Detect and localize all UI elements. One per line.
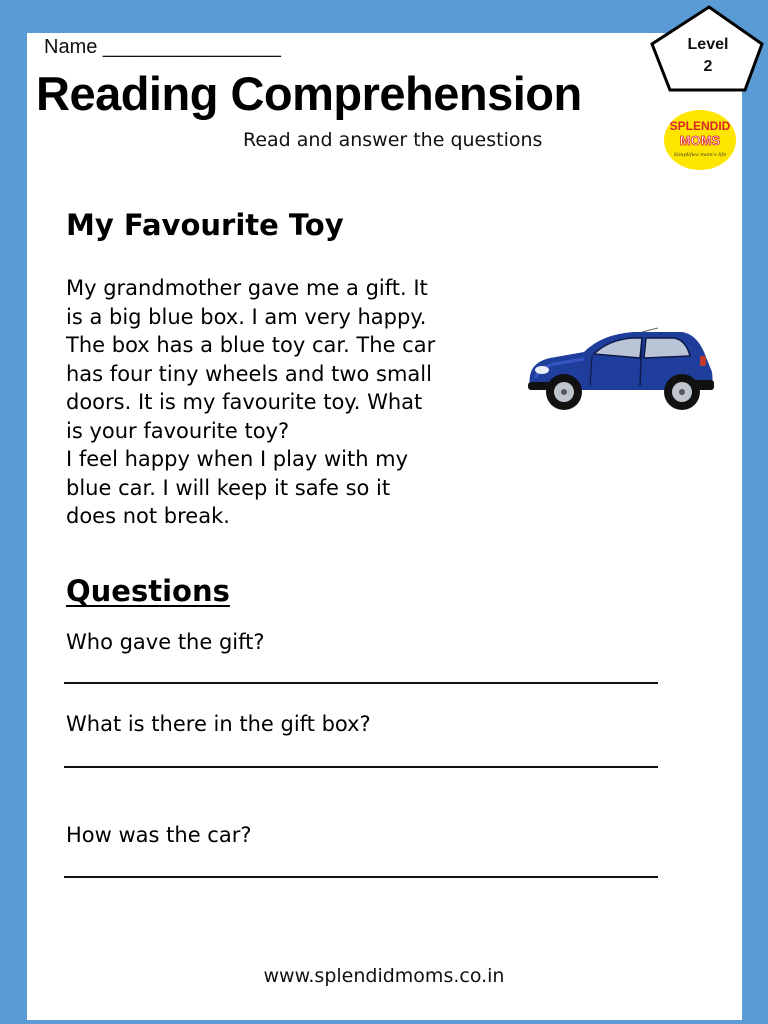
story-line: doors. It is my favourite toy. What — [66, 390, 423, 414]
answer-line-3[interactable] — [64, 876, 658, 878]
story-line: My grandmother gave me a gift. It — [66, 276, 428, 300]
logo-text-moms: MOMS — [679, 133, 721, 148]
story-title: My Favourite Toy — [66, 208, 344, 242]
splendid-moms-logo — [661, 108, 739, 172]
logo-tagline: Simplifies mom's life — [673, 152, 727, 158]
page-title: Reading Comprehension — [36, 67, 582, 120]
answer-line-2[interactable] — [64, 766, 658, 768]
name-field-label: Name ________________ — [44, 36, 281, 58]
story-line: I feel happy when I play with my — [66, 447, 409, 471]
questions-heading: Questions — [66, 574, 230, 608]
question-1: Who gave the gift? — [66, 630, 265, 654]
logo-text-splendid: SPLENDID — [669, 119, 731, 133]
level-value: 2 — [703, 58, 713, 75]
answer-line-1[interactable] — [64, 682, 658, 684]
page-subtitle: Read and answer the questions — [243, 129, 543, 151]
question-3: How was the car? — [66, 823, 252, 847]
story-line: is your favourite toy? — [66, 418, 290, 443]
story-line: does not break. — [66, 504, 230, 528]
story-line: The box has a blue toy car. The car — [66, 333, 436, 357]
story-line: is a big blue box. I am very happy. — [66, 304, 427, 329]
level-badge — [648, 4, 768, 92]
footer-url: www.splendidmoms.co.in — [263, 965, 505, 987]
story-line: blue car. I will keep it safe so it — [66, 475, 391, 500]
level-label: Level — [687, 36, 729, 53]
blue-car-icon — [524, 326, 716, 414]
story-text — [66, 274, 526, 531]
story-line: has four tiny wheels and two small — [66, 361, 432, 386]
question-2: What is there in the gift box? — [66, 712, 371, 736]
